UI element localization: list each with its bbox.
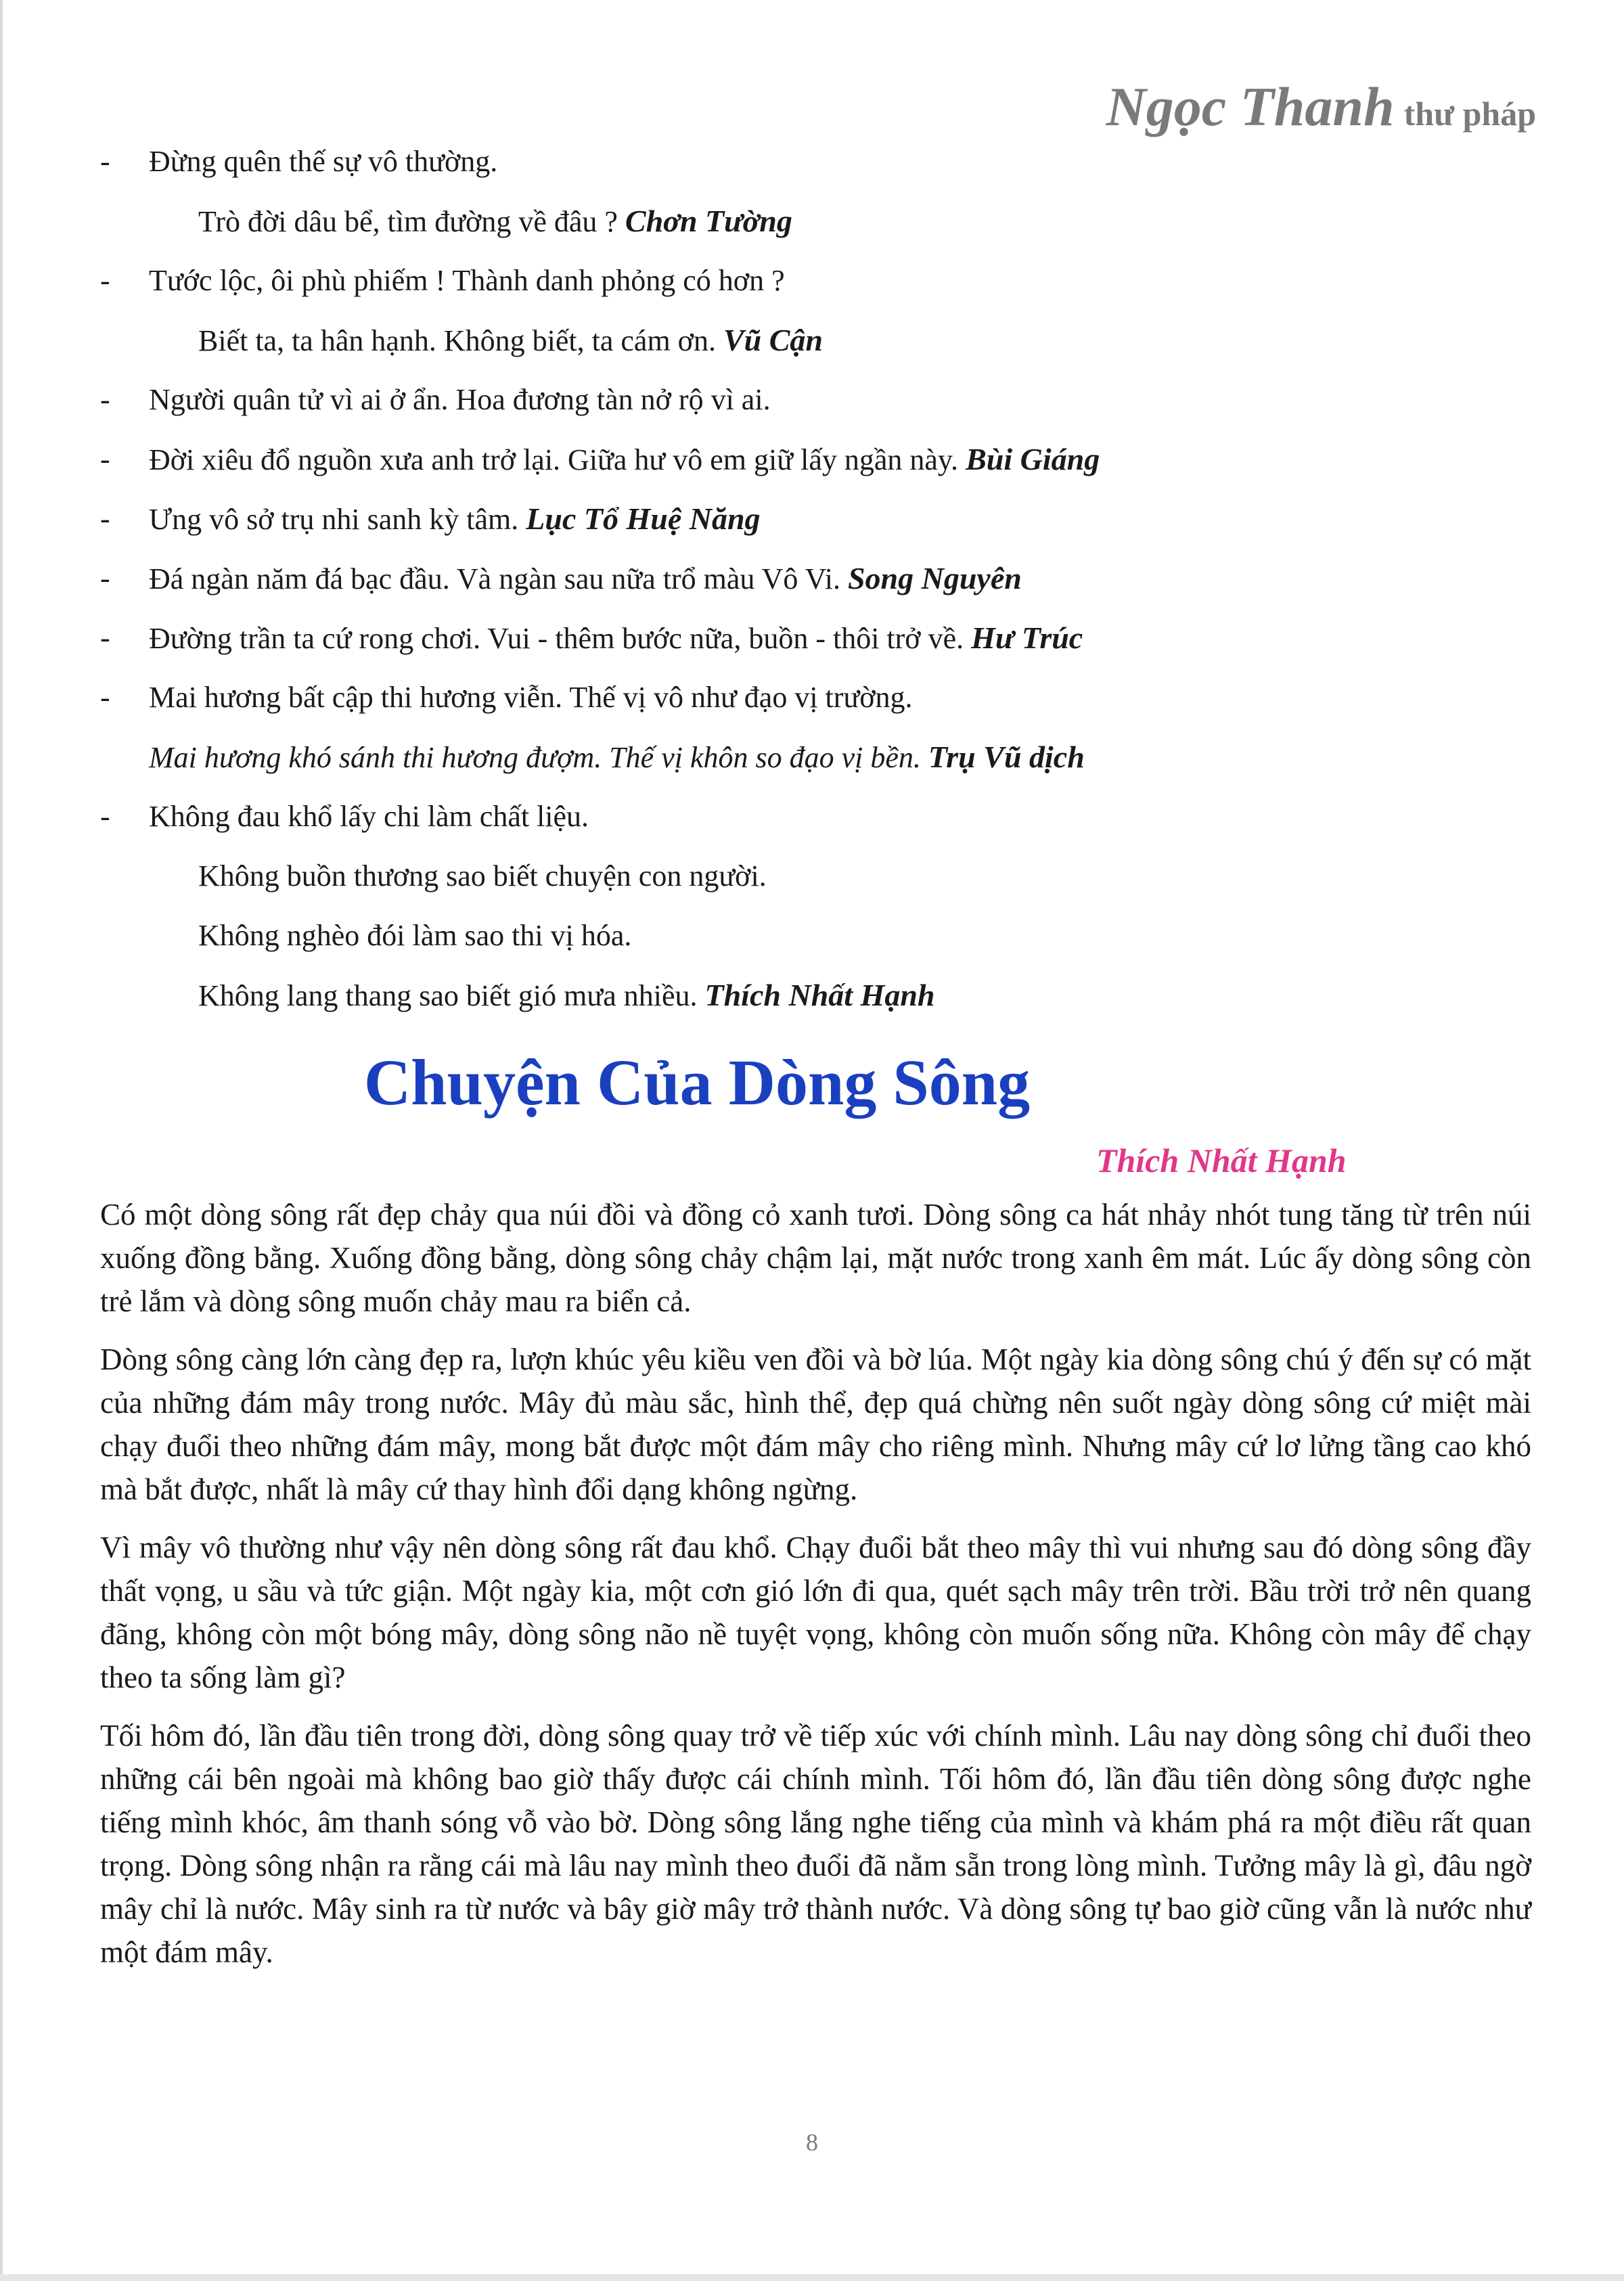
quote-author: Hư Trúc: [971, 620, 1083, 655]
quote-text: Không buồn thương sao biết chuyện con người.: [198, 859, 767, 893]
quote-line: [100, 673, 1535, 733]
bullet-dash: -: [100, 264, 110, 297]
quote-text-wrap: [198, 911, 631, 960]
quote-text: Đường trần ta cứ rong chơi. Vui - thêm bước nữa, buồn - thôi trở về.: [149, 622, 972, 655]
quote-text: Biết ta, ta hân hạnh. Không biết, ta cám ơn.: [198, 324, 723, 357]
brand-subtitle: thư pháp: [1403, 95, 1536, 133]
bullet-dash: -: [100, 145, 110, 178]
bullet-dash: -: [100, 443, 110, 476]
quote-line: [100, 911, 1535, 971]
quote-author: Trụ Vũ dịch: [928, 740, 1085, 774]
quote-author: Thích Nhất Hạnh: [704, 978, 935, 1012]
quote-text-wrap: [198, 316, 823, 365]
bullet-dash: -: [100, 621, 110, 654]
quote-line: [100, 852, 1535, 911]
bullet-dash: -: [100, 562, 110, 595]
quote-text: Mai hương khó sánh thi hương đượm. Thế vị khôn so đạo vị bền.: [149, 741, 928, 774]
quote-line: [100, 316, 1535, 376]
bullet-dash: -: [100, 800, 110, 833]
quote-text-wrap: [149, 733, 1085, 782]
quote-text-wrap: [198, 971, 935, 1020]
quote-text: Đời xiêu đổ nguồn xưa anh trở lại. Giữa hư vô em giữ lấy ngần này.: [149, 443, 966, 476]
quote-text: Mai hương bất cập thi hương viễn. Thế vị vô như đạo vị trường.: [149, 681, 913, 714]
quote-text-wrap: [149, 137, 497, 186]
quote-line: [100, 792, 1535, 852]
quote-line: [100, 495, 1535, 554]
quote-line: [100, 376, 1535, 435]
bullet-dash: -: [100, 681, 110, 714]
quote-text-wrap: [149, 495, 761, 544]
story-paragraph: Dòng sông càng lớn càng đẹp ra, lượn khúc yêu kiều ven đồi và bờ lúa. Một ngày kia dòng sông chú ý đến sự có mặt của những đám mây trong nước. Mây đủ màu sắc, hình thể, đẹp quá chừng nên suốt ngày dòng sông cứ miệt mài chạy đuổi theo những đám mây, mong bắt được một đám mây cho riêng mình. Nhưng mây cứ lơ lửng tầng cao khó mà bắt được, nhất là mây cứ thay hình đổi dạng không ngừng.: [100, 1342, 1531, 1506]
quote-text-wrap: [198, 852, 767, 901]
quote-text-wrap: [149, 673, 913, 722]
story-paragraph: Tối hôm đó, lần đầu tiên trong đời, dòng sông quay trở về tiếp xúc với chính mình. Lâu nay dòng sông chỉ đuổi theo những cái bên ngoài mà không bao giờ thấy được cái chính mình. Tối hôm đó, lần đầu tiên dòng sông được nghe tiếng mình khóc, âm thanh sóng vỗ vào bờ. Dòng sông lắng nghe tiếng của mình và khám phá ra một điều rất quan trọng. Dòng sông nhận ra rằng cái mà lâu nay mình theo đuổi đã nằm sẵn trong lòng mình. Tưởng mây là gì, đâu ngờ mây chỉ là nước. Mây sinh ra từ nước và bây giờ mây trở thành nước. Và dòng sông tự bao giờ cũng vẫn là nước như một đám mây.: [100, 1719, 1531, 1969]
quote-line: [100, 256, 1535, 316]
quote-text-wrap: [198, 197, 792, 246]
quote-text: Đá ngàn năm đá bạc đầu. Và ngàn sau nữa trổ màu Vô Vi.: [149, 562, 848, 595]
quote-line: [100, 614, 1535, 673]
quote-line: [100, 197, 1535, 256]
quote-author: Bùi Giáng: [966, 442, 1100, 476]
quote-author: Chơn Tường: [625, 204, 792, 238]
quote-text: Không đau khổ lấy chi làm chất liệu.: [149, 800, 589, 833]
quote-text: Ưng vô sở trụ nhi sanh kỳ tâm.: [149, 503, 526, 536]
quote-text-wrap: [149, 435, 1100, 484]
story-author: Thích Nhất Hạnh: [1096, 1142, 1347, 1179]
quote-line: [100, 137, 1535, 197]
quote-text: Không nghèo đói làm sao thi vị hóa.: [198, 919, 632, 952]
quote-line: [100, 971, 1535, 1031]
page-edge: [0, 0, 3, 2281]
bullet-dash: -: [100, 502, 110, 535]
quote-author: Song Nguyên: [847, 561, 1022, 595]
quote-text: Không lang thang sao biết gió mưa nhiều.: [198, 979, 705, 1012]
page-number: 8: [806, 2129, 818, 2156]
quote-list: [100, 137, 1535, 1031]
quote-text: Người quân tử vì ai ở ẩn. Hoa đương tàn nở rộ vì ai.: [149, 383, 771, 416]
story-body: [100, 1193, 1531, 1989]
quote-text: Trò đời dâu bể, tìm đường về đâu ?: [198, 205, 625, 238]
quote-line: [100, 554, 1535, 614]
story-title: Chuyện Của Dòng Sông: [363, 1046, 1031, 1119]
story-paragraph: Có một dòng sông rất đẹp chảy qua núi đồi và đồng cỏ xanh tươi. Dòng sông ca hát nhảy nhót tung tăng từ trên núi xuống đồng bằng. Xuống đồng bằng, dòng sông chảy chậm lại, mặt nước trong xanh êm mát. Lúc ấy dòng sông còn trẻ lắm và dòng sông muốn chảy mau ra biển cả.: [100, 1198, 1531, 1318]
quote-author: Lục Tổ Huệ Năng: [526, 501, 761, 536]
quote-text-wrap: [149, 614, 1083, 663]
quote-line: [100, 733, 1535, 792]
brand-header: [1106, 73, 1536, 148]
quote-line: [100, 435, 1535, 495]
page-bottom-edge: [0, 2274, 1624, 2281]
quote-text: Tước lộc, ôi phù phiếm ! Thành danh phỏng có hơn ?: [149, 264, 785, 297]
quote-text-wrap: [149, 554, 1022, 604]
quote-text-wrap: [149, 256, 785, 305]
quote-text-wrap: [149, 376, 771, 424]
quote-text-wrap: [149, 792, 589, 841]
story-paragraph: Vì mây vô thường như vậy nên dòng sông rất đau khổ. Chạy đuổi bắt theo mây thì vui nhưng sau đó dòng sông đầy thất vọng, u sầu và tức giận. Một ngày kia, một cơn gió lớn đi qua, quét sạch mây trên trời. Bầu trời trở nên quang đãng, không còn một bóng mây, dòng sông não nề tuyệt vọng, không còn muốn sống nữa. Không còn mây để chạy theo ta sống làm gì?: [100, 1531, 1531, 1694]
brand-name: Ngọc Thanh: [1106, 76, 1395, 137]
quote-text: Đừng quên thế sự vô thường.: [149, 145, 498, 178]
bullet-dash: -: [100, 383, 110, 416]
quote-author: Vũ Cận: [723, 323, 823, 357]
